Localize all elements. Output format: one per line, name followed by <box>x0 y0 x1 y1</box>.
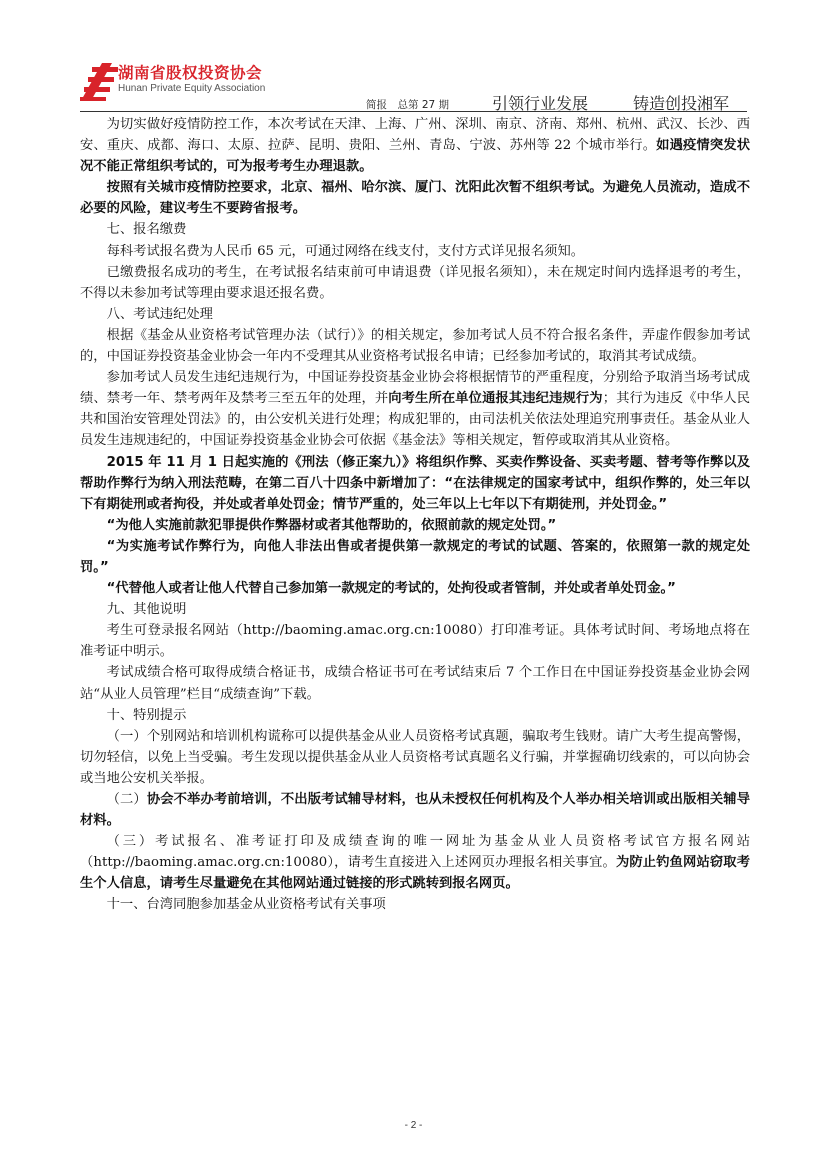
page-number: - 2 - <box>404 1120 423 1131</box>
document-body <box>80 114 750 916</box>
paragraph: 考试成绩合格可取得成绩合格证书，成绩合格证书可在考试结束后 7 个工作日在中国证券投资基金业协会网站“从业人员管理”栏目“成绩查询”下载。 <box>80 665 750 702</box>
slogan-left: 引领行业发展 <box>492 94 589 113</box>
section-heading-11: 十一、台湾同胞参加基金从业资格考试有关事项 <box>106 897 386 913</box>
paragraph: 根据《基金从业资格考试管理办法（试行）》的相关规定，参加考试人员不符合报名条件，弄虚作假参加考试的，中国证券投资基金业协会一年内不受理其从业资格考试报名申请；已经参加考试的，取消其考试成绩。 <box>80 327 750 365</box>
paragraph: “为他人实施前款犯罪提供作弊器材或者其他帮助的，依照前款的规定处罚。” <box>106 517 557 533</box>
section-heading-9: 九、其他说明 <box>106 602 187 618</box>
paragraph: （一）个别网站和培训机构谎称可以提供基金从业人员资格考试真题，骗取考生钱财。请广大考生提高警惕，切勿轻信，以免上当受骗。考生发现以提供基金从业人员资格考试真题名义行骗，并掌握确切线索的，可以向协会或当地公安机关举报。 <box>80 728 750 786</box>
paragraph: 参加考试人员发生违纪违规行为，中国证券投资基金业协会将根据情节的严重程度，分别给予取消当场考试成绩、禁考一年、禁考两年及禁考三至五年的处理，并向考生所在单位通报其违纪违规行为；其行为违反《中华人民共和国治安管理处罚法》的，由公安机关进行处理；构成犯罪的，由司法机关依法处理追究刑事责任。基金从业人员发生违规违纪的，中国证券投资基金业协会可依据《基金法》等相关规定，暂停或取消其从业资格。 <box>80 370 751 449</box>
paragraph: “代替他人或者让他人代替自己参加第一款规定的考试的，处拘役或者管制，并处或者单处罚金。” <box>106 581 676 597</box>
section-heading-10: 十、特别提示 <box>106 707 187 723</box>
paragraph: （二）协会不举办考前培训，不出版考试辅导材料，也从未授权任何机构及个人举办相关培训或出版相关辅导材料。 <box>80 792 751 829</box>
paragraph: 按照有关城市疫情防控要求，北京、福州、哈尔滨、厦门、沈阳此次暂不组织考试。为避免人员流动，造成不必要的风险，建议考生不要跨省报考。 <box>80 180 750 217</box>
paragraph: 每科考试报名费为人民币 65 元，可通过网络在线支付，支付方式详见报名须知。 <box>106 243 585 259</box>
paragraph: 为切实做好疫情防控工作，本次考试在天津、上海、广州、深圳、南京、济南、郑州、杭州、武汉、长沙、西安、重庆、成都、海口、太原、拉萨、昆明、贵阳、兰州、青岛、宁波、苏州等 22 个城市举行。如遇疫情突发状况不能正常组织考试的，可为报考考生办理退款。 <box>80 117 750 175</box>
org-name-cn: 湖南省股权投资协会 <box>118 64 263 82</box>
paragraph: 2015 年 11 月 1 日起实施的《刑法（修正案九）》将组织作弊、买卖作弊设备、买卖考题、替考等作弊以及帮助作弊行为纳入刑法范畴，在第二百八十四条中新增加了：“在法律规定的国家考试中，组织作弊的，处三年以下有期徒刑或者拘役，并处或者单处罚金；情节严重的，处三年以上七年以下有期徒刑，并处罚金。” <box>80 454 750 512</box>
section-heading-7: 七、报名缴费 <box>106 222 187 238</box>
paragraph: “为实施考试作弊行为，向他人非法出售或者提供第一款规定的考试的试题、答案的，依照第一款的规定处罚。” <box>80 538 750 575</box>
section-heading-8: 八、考试违纪处理 <box>106 306 213 322</box>
paragraph: 考生可登录报名网站（http://baoming.amac.org.cn:10080）打印准考证。具体考试时间、考场地点将在准考证中明示。 <box>80 623 750 660</box>
slogan-right: 铸造创投湘军 <box>633 94 730 113</box>
paragraph: 已缴费报名成功的考生，在考试报名结束前可申请退费（详见报名须知），未在规定时间内选择退考的考生，不得以未参加考试等理由要求退还报名费。 <box>80 264 750 301</box>
issue-label: 简报 总第 27 期 <box>366 99 450 111</box>
page-header <box>78 55 778 115</box>
org-name-en: Hunan Private Equity Association <box>118 83 266 94</box>
paragraph: （三）考试报名、准考证打印及成绩查询的唯一网址为基金从业人员资格考试官方报名网站（http://baoming.amac.org.cn:10080），请考生直接进入上述网页办理报名相关事宜。为防止钓鱼网站窃取考生个人信息，请考生尽量避免在其他网站通过链接的形式跳转到报名网页。 <box>80 834 751 892</box>
header-divider <box>80 111 747 112</box>
